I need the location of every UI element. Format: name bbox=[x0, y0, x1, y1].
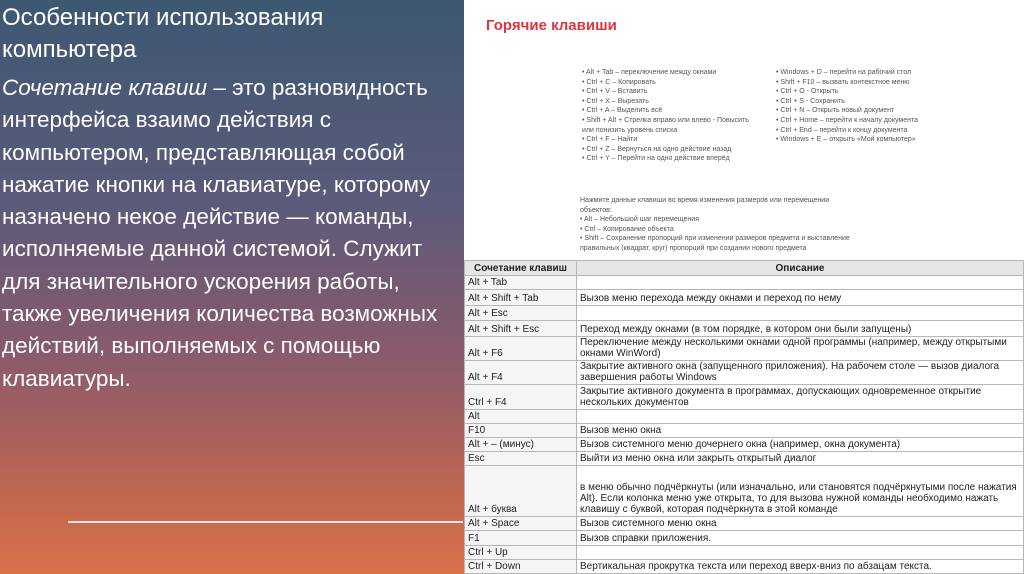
shortcut-keys: Alt + буква bbox=[465, 466, 577, 517]
hotkey-line: • Alt + Tab – переключение между окнами bbox=[582, 69, 717, 76]
hotkey-line: объектов: bbox=[580, 206, 612, 214]
hotkey-line: • Shift + F10 – вызвать контекстное меню bbox=[776, 78, 910, 86]
table-row bbox=[465, 531, 1024, 545]
shortcut-description: Вертикальная прокрутка текста или переход вверх-вниз по абзацам текста. bbox=[577, 559, 1024, 573]
hotkey-line: • Ctrl + C – Копировать bbox=[582, 78, 656, 86]
shortcut-description bbox=[577, 276, 1024, 290]
table-row bbox=[465, 385, 1024, 409]
hotkeys-table bbox=[464, 260, 1024, 574]
table-row bbox=[465, 466, 1024, 517]
shortcut-keys: Ctrl + Up bbox=[465, 545, 577, 559]
hotkeys-left-column bbox=[582, 68, 749, 164]
table-header-description: Описание bbox=[577, 261, 1024, 276]
image-panel bbox=[464, 0, 1024, 574]
hotkey-line: • Ctrl + O - Открыть bbox=[776, 88, 839, 96]
hotkeys-title: Горячие клавиши bbox=[486, 17, 617, 34]
shortcut-keys: F1 bbox=[465, 531, 577, 545]
hotkey-line: • Ctrl + S - Сохранить bbox=[776, 97, 845, 105]
shortcut-keys: Alt + Shift + Esc bbox=[465, 320, 577, 336]
slide-lead-term: Сочетание клавиш bbox=[2, 75, 208, 100]
hotkey-line: • Shift – Сохранение пропорций при изменении размеров предмета и выставление bbox=[580, 235, 850, 243]
shortcut-description: Вызов меню окна bbox=[577, 423, 1024, 437]
hotkeys-right-column bbox=[776, 68, 918, 145]
hotkey-line: • Ctrl – Копирование объекта bbox=[580, 225, 674, 233]
shortcut-keys: Alt + Space bbox=[465, 517, 577, 531]
hotkey-line: • Shift + Alt + Стрелка вправо или влево - Повысить bbox=[582, 116, 749, 124]
shortcut-keys: Alt bbox=[465, 409, 577, 423]
shortcut-description: Закрытие активного документа в программах, допускающих одновременное открытие нескольких документов bbox=[577, 385, 1024, 409]
hotkey-line: • Ctrl + A – Выделить всё bbox=[582, 107, 663, 115]
table-row bbox=[465, 559, 1024, 573]
hotkey-line: • Ctrl + X – Вырезать bbox=[582, 97, 649, 105]
table-row bbox=[465, 320, 1024, 336]
slide-body-text: – это разновидность интерфейса взаимо действия с компьютером, представляющая собой нажатие кнопки на клавиатуре, которому назначено некое действие — команды, исполняемые данной системой. Служит для значительного ускорения работы, также увеличения количества возможных действий, выполняемых с помощью клавиатуры. bbox=[2, 75, 438, 391]
shortcut-keys: Ctrl + Down bbox=[465, 559, 577, 573]
table-row bbox=[465, 361, 1024, 385]
shortcut-description: Вызов меню перехода между окнами и переход по нему bbox=[577, 290, 1024, 306]
table-row bbox=[465, 290, 1024, 306]
hotkey-line: • Ctrl + N – Открыть новый документ bbox=[776, 107, 895, 115]
hotkey-line: • Ctrl + V – Вставить bbox=[582, 88, 648, 96]
hotkey-line: • Ctrl + End – перейти к концу документа bbox=[776, 126, 908, 134]
table-row bbox=[465, 517, 1024, 531]
hotkeys-note bbox=[580, 196, 850, 254]
shortcut-keys: Alt + F4 bbox=[465, 361, 577, 385]
hotkey-line: или понизить уровень списка bbox=[582, 126, 678, 134]
hotkey-line: • Windows + E – открыть «Мой компьютер» bbox=[776, 136, 916, 144]
shortcut-keys: F10 bbox=[465, 423, 577, 437]
shortcut-description: Закрытие активного окна (запущенного приложения). На рабочем столе — вызов диалога завершения работы Windows bbox=[577, 361, 1024, 385]
shortcut-description: Выйти из меню окна или закрыть открытый диалог bbox=[577, 452, 1024, 466]
table-row bbox=[465, 276, 1024, 290]
hotkey-line: • Ctrl + Home – перейти к началу документа bbox=[776, 116, 918, 124]
shortcut-description bbox=[577, 306, 1024, 320]
table-row bbox=[465, 336, 1024, 360]
hotkey-line: • Alt – Небольшой шаг перемещения bbox=[580, 216, 699, 224]
shortcut-description: в меню обычно подчёркнуты (или изначально, или становятся подчёркнутыми после нажатия Alt). Если колонка меню уже открыта, то для вызова нужной команды необходимо нажать клавишу с буквой, которая подчёркнута в этой команде bbox=[577, 466, 1024, 517]
hotkey-line: • Ctrl + F – Найти bbox=[582, 136, 638, 144]
shortcut-keys: Ctrl + F4 bbox=[465, 385, 577, 409]
shortcut-description: Вызов системного меню дочернего окна (например, окна документа) bbox=[577, 438, 1024, 452]
table-row bbox=[465, 438, 1024, 452]
hotkey-line: правильных (квадрат, круг) пропорций при создании нового предмета bbox=[580, 244, 807, 252]
hotkey-line: • Windows + D – перейти на рабочий стол bbox=[776, 69, 912, 76]
shortcut-description: Вызов системного меню окна bbox=[577, 517, 1024, 531]
table-row bbox=[465, 423, 1024, 437]
shortcut-description: Вызов справки приложения. bbox=[577, 531, 1024, 545]
shortcut-description bbox=[577, 545, 1024, 559]
shortcut-keys: Alt + – (минус) bbox=[465, 438, 577, 452]
slide-body bbox=[2, 72, 460, 395]
shortcut-description: Переключение между несколькими окнами одной программы (например, между открытыми окнами WinWord) bbox=[577, 336, 1024, 360]
table-header-keys: Сочетание клавиш bbox=[465, 261, 577, 276]
shortcut-keys: Alt + F6 bbox=[465, 336, 577, 360]
hotkey-line: • Ctrl + Y – Перейти на одно действие вперёд bbox=[582, 155, 730, 163]
shortcut-keys: Esc bbox=[465, 452, 577, 466]
table-row bbox=[465, 545, 1024, 559]
table-header-row bbox=[465, 261, 1024, 276]
table-row bbox=[465, 452, 1024, 466]
table-row bbox=[465, 409, 1024, 423]
shortcut-description bbox=[577, 409, 1024, 423]
table-row bbox=[465, 306, 1024, 320]
shortcut-keys: Alt + Tab bbox=[465, 276, 577, 290]
hotkey-line: • Ctrl + Z – Вернуться на одно действие назад bbox=[582, 145, 732, 153]
decorative-underline bbox=[68, 521, 463, 523]
shortcut-keys: Alt + Shift + Tab bbox=[465, 290, 577, 306]
hotkey-line: Нажмите данные клавиши во время изменения размеров или перемещении bbox=[580, 197, 830, 204]
slide-title: Особенности использования компьютера bbox=[2, 4, 324, 63]
text-panel bbox=[0, 0, 462, 574]
shortcut-keys: Alt + Esc bbox=[465, 306, 577, 320]
shortcut-description: Переход между окнами (в том порядке, в котором они были запущены) bbox=[577, 320, 1024, 336]
hotkeys-image bbox=[464, 0, 1024, 258]
